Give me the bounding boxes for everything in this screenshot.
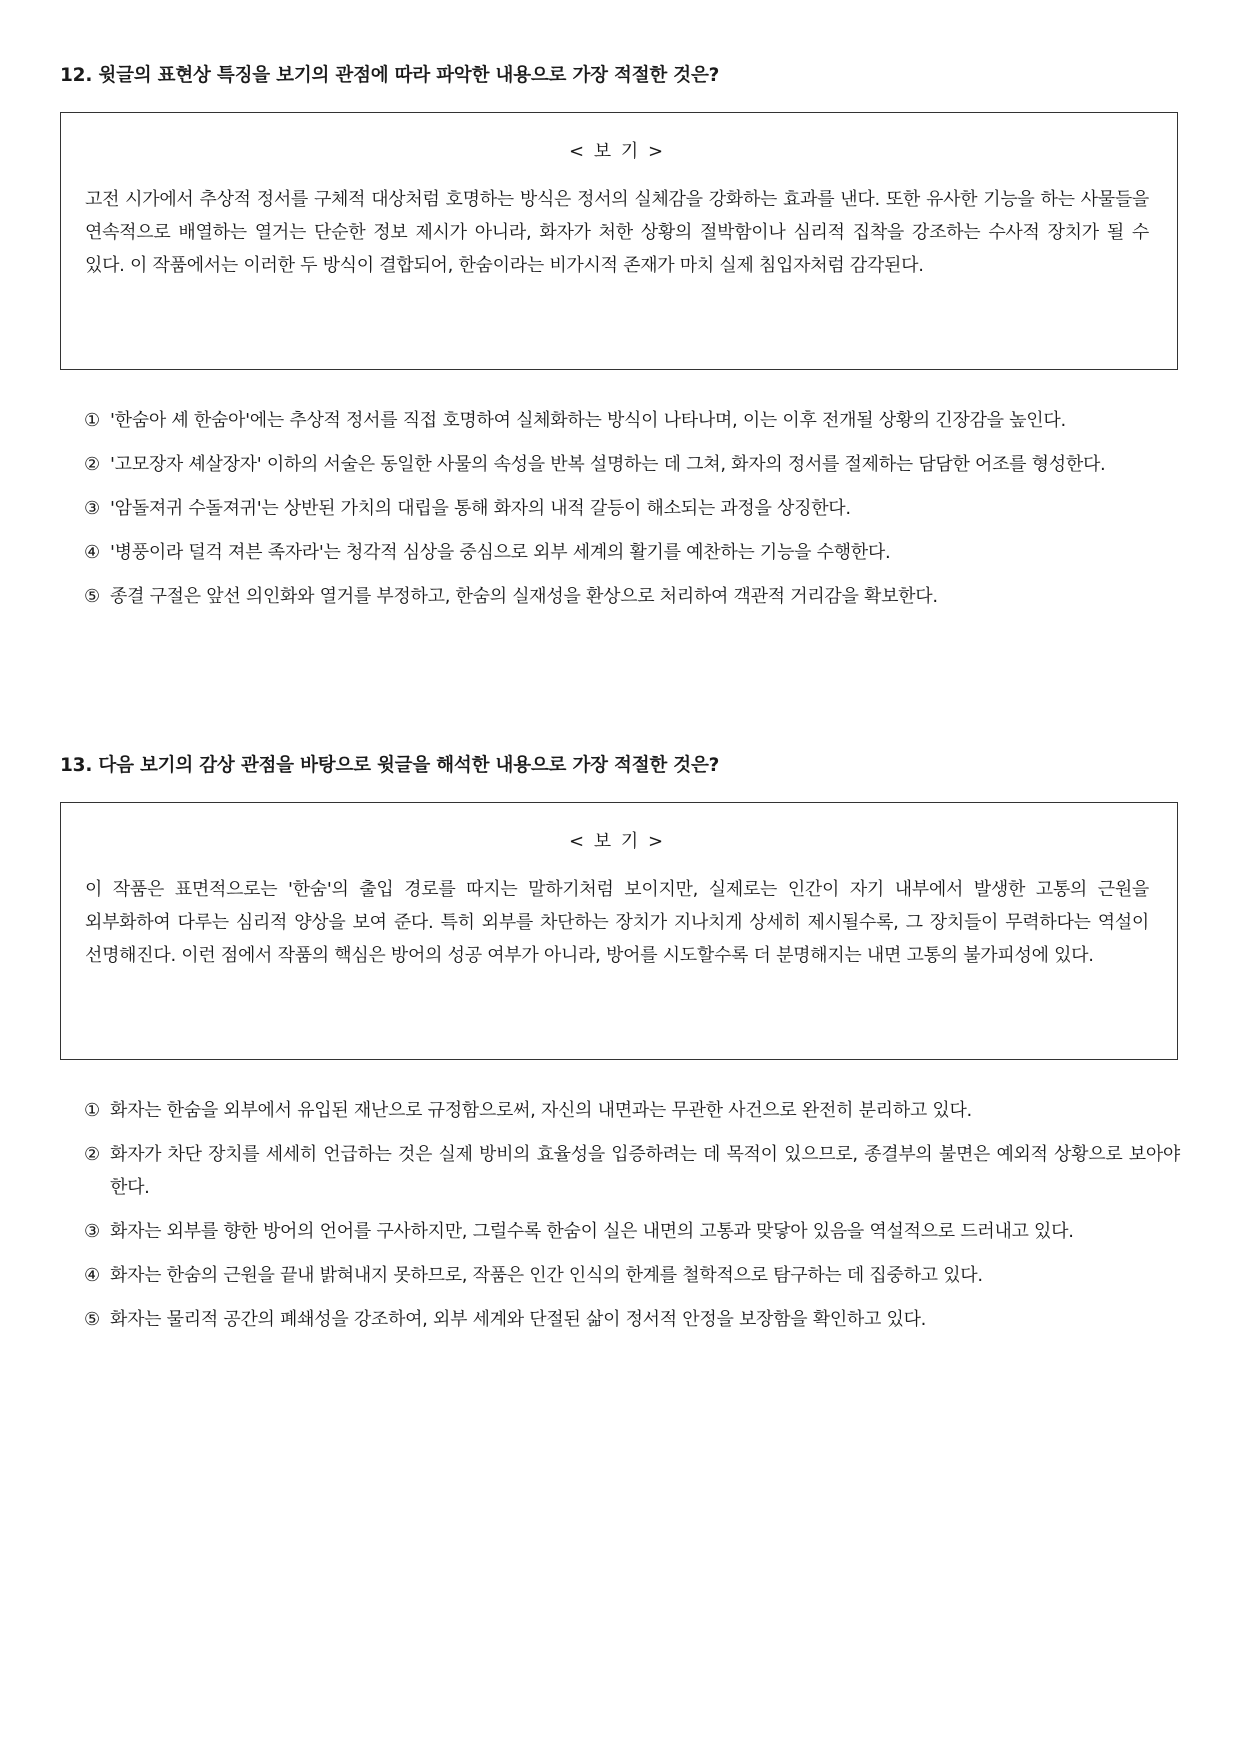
option-text: '한숨아 셰 한숨아'에는 추상적 정서를 직접 호명하여 실체화하는 방식이 나타나며, 이는 이후 전개될 상황의 긴장감을 높인다. (110, 410, 1066, 431)
bogi-box (60, 802, 1178, 1060)
question-13 (60, 752, 1180, 1347)
option-number: ① (84, 1100, 100, 1121)
answer-option-5[interactable] (84, 1303, 1180, 1336)
answer-option-5[interactable] (84, 580, 1180, 613)
option-text: '고모장자 셰살장자' 이하의 서술은 동일한 사물의 속성을 반복 설명하는 데 그쳐, 화자의 정서를 절제하는 담담한 어조를 형성한다. (110, 454, 1106, 475)
bogi-heading: < 보 기 > (568, 141, 666, 162)
option-text: '암돌져귀 수돌져귀'는 상반된 가치의 대립을 통해 화자의 내적 갈등이 해소되는 과정을 상징한다. (110, 498, 851, 519)
option-number: ④ (84, 542, 100, 563)
option-text: 화자는 외부를 향한 방어의 언어를 구사하지만, 그럴수록 한숨이 실은 내면의 고통과 맞닿아 있음을 역설적으로 드러내고 있다. (110, 1221, 1074, 1242)
option-text: 화자가 차단 장치를 세세히 언급하는 것은 실제 방비의 효율성을 입증하려는 데 목적이 있으므로, 종결부의 불면은 예외적 상황으로 보아야 한다. (110, 1144, 1180, 1198)
question-12 (60, 62, 1180, 624)
bogi-text: 이 작품은 표면적으로는 '한숨'의 출입 경로를 따지는 말하기처럼 보이지만, 실제로는 인간이 자기 내부에서 발생한 고통의 근원을 외부화하여 다루는 심리적 양상을 보여 준다. 특히 외부를 차단하는 장치가 지나치게 상세히 제시될수록, 그 장치들이 무력하다는 역설이 선명해진다. 이런 점에서 작품의 핵심은 방어의 성공 여부가 아니라, 방어를 시도할수록 더 분명해지는 내면 고통의 불가피성에 있다. (85, 879, 1149, 966)
option-text: 화자는 물리적 공간의 폐쇄성을 강조하여, 외부 세계와 단절된 삶이 정서적 안정을 보장함을 확인하고 있다. (110, 1309, 927, 1330)
option-number: ② (84, 454, 100, 475)
option-number: ③ (84, 498, 100, 519)
answer-option-4[interactable] (84, 536, 1180, 569)
option-text: 화자는 한숨을 외부에서 유입된 재난으로 규정함으로써, 자신의 내면과는 무관한 사건으로 완전히 분리하고 있다. (110, 1100, 972, 1121)
bogi-heading: < 보 기 > (568, 831, 666, 852)
option-number: ③ (84, 1221, 100, 1242)
answer-option-4[interactable] (84, 1259, 1180, 1292)
answer-option-2[interactable] (84, 1138, 1180, 1204)
answer-option-2[interactable] (84, 448, 1180, 481)
answer-option-3[interactable] (84, 492, 1180, 525)
question-title: 12. 윗글의 표현상 특징을 보기의 관점에 따라 파악한 내용으로 가장 적절한 것은? (60, 65, 720, 86)
option-number: ② (84, 1144, 100, 1165)
question-title: 13. 다음 보기의 감상 관점을 바탕으로 윗글을 해석한 내용으로 가장 적절한 것은? (60, 755, 720, 776)
bogi-text: 고전 시가에서 추상적 정서를 구체적 대상처럼 호명하는 방식은 정서의 실체감을 강화하는 효과를 낸다. 또한 유사한 기능을 하는 사물들을 연속적으로 배열하는 열거는 단순한 정보 제시가 아니라, 화자가 처한 상황의 절박함이나 심리적 집착을 강조하는 수사적 장치가 될 수 있다. 이 작품에서는 이러한 두 방식이 결합되어, 한숨이라는 비가시적 존재가 마치 실제 침입자처럼 감각된다. (85, 189, 1149, 276)
option-number: ⑤ (84, 1309, 100, 1330)
answer-options (60, 404, 1180, 613)
option-number: ① (84, 410, 100, 431)
answer-option-1[interactable] (84, 1094, 1180, 1127)
option-number: ⑤ (84, 586, 100, 607)
option-number: ④ (84, 1265, 100, 1286)
answer-option-1[interactable] (84, 404, 1180, 437)
answer-options (60, 1094, 1180, 1336)
option-text: '병풍이라 덜걱 져븐 족자라'는 청각적 심상을 중심으로 외부 세계의 활기를 예찬하는 기능을 수행한다. (110, 542, 891, 563)
option-text: 종결 구절은 앞선 의인화와 열거를 부정하고, 한숨의 실재성을 환상으로 처리하여 객관적 거리감을 확보한다. (110, 586, 938, 607)
answer-option-3[interactable] (84, 1215, 1180, 1248)
option-text: 화자는 한숨의 근원을 끝내 밝혀내지 못하므로, 작품은 인간 인식의 한계를 철학적으로 탐구하는 데 집중하고 있다. (110, 1265, 983, 1286)
bogi-box (60, 112, 1178, 370)
